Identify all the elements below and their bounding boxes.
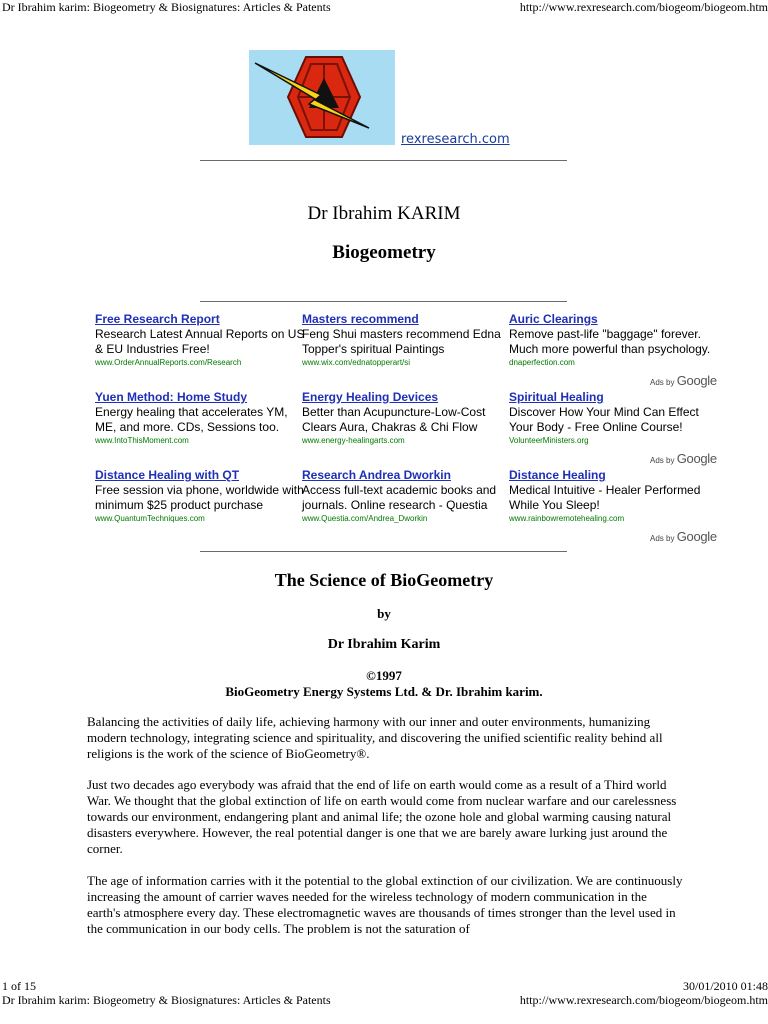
- ad-url[interactable]: www.IntoThisMoment.com: [95, 436, 189, 445]
- divider: [200, 551, 567, 552]
- google-logo-text: Google: [676, 451, 717, 466]
- divider: [200, 301, 567, 302]
- ad-text: Discover How Your Mind Can Effect Your Body - Free Online Course!: [509, 405, 699, 434]
- logo-site-link[interactable]: rexresearch.com: [401, 132, 510, 147]
- google-logo-text: Google: [676, 529, 717, 544]
- ad-headline-link[interactable]: Distance Healing with QT: [95, 468, 240, 482]
- ads-by-google[interactable]: [650, 451, 717, 466]
- ad-unit[interactable]: [302, 312, 517, 368]
- article-paragraph: The age of information carries with it the potential to the global extinction of our civilization. We are continuously increasing the amount of carrier waves needed for the wireless technology of modern communication in the earth's atmosphere every day. These electromagnetic waves are thousands of times stronger than the level used in the communication in our body cells. The problem is not the saturation of: [87, 873, 683, 935]
- article-paragraph: Just two decades ago everybody was afraid that the end of life on earth would come as a result of a Third world War. We thought that the global extinction of life on earth would come from nuclear warfare and our carelessness towards our environment, endangering plant and animal life; the ozone hole and global warming causing natural disasters everywhere. However, the real potential danger is one that we are barely aware lurking just around the corner.: [87, 777, 677, 856]
- ad-headline-link[interactable]: Free Research Report: [95, 312, 220, 326]
- ad-headline-link[interactable]: Energy Healing Devices: [302, 390, 439, 404]
- ad-text: Free session via phone, worldwide with minimum $25 product purchase: [95, 483, 304, 512]
- ad-url[interactable]: www.rainbowremotehealing.com: [509, 514, 625, 523]
- ad-unit[interactable]: [95, 468, 310, 524]
- divider: [200, 160, 567, 161]
- hexagon-lightning-logo-icon: [249, 50, 395, 145]
- ad-headline-link[interactable]: Yuen Method: Home Study: [95, 390, 248, 404]
- print-datetime: 30/01/2010 01:48: [682, 979, 768, 993]
- ad-text: Medical Intuitive - Healer Performed While You Sleep!: [509, 483, 701, 512]
- ad-text: Better than Acupuncture-Low-Cost Clears Aura, Chakras & Chi Flow: [302, 405, 486, 434]
- person-name-heading: Dr Ibrahim KARIM: [307, 203, 461, 224]
- print-header-next-page: [0, 993, 768, 1007]
- ad-unit[interactable]: [509, 390, 714, 446]
- ad-unit[interactable]: [95, 312, 310, 368]
- ad-unit[interactable]: [509, 312, 714, 368]
- subject-heading: Biogeometry: [332, 242, 436, 263]
- page-url: http://www.rexresearch.com/biogeom/biogeom.htm: [519, 0, 768, 14]
- ad-url[interactable]: www.Questia.com/Andrea_Dworkin: [302, 514, 428, 523]
- ad-unit[interactable]: [509, 468, 714, 524]
- ad-unit[interactable]: [302, 468, 517, 524]
- article-title: The Science of BioGeometry: [274, 570, 494, 590]
- ad-text: Remove past-life "baggage" forever. Much more powerful than psychology.: [509, 327, 711, 356]
- copyright-holder: BioGeometry Energy Systems Ltd. & Dr. Ibrahim karim.: [225, 684, 543, 699]
- ad-headline-link[interactable]: Auric Clearings: [509, 312, 598, 326]
- ad-unit[interactable]: [302, 390, 517, 446]
- article-paragraph: Balancing the activities of daily life, achieving harmony with our inner and outer environments, humanizing modern technology, integrating science and spirituality, and discovering the unified scientific reality behind all religions is the work of the science of BioGeometry®.: [87, 714, 663, 761]
- ad-headline-link[interactable]: Research Andrea Dworkin: [302, 468, 451, 482]
- ad-url[interactable]: www.wix.com/ednatopperart/si: [302, 358, 411, 367]
- copyright-year: ©1997: [366, 668, 402, 683]
- ads-by-google[interactable]: [650, 373, 717, 388]
- ad-headline-link[interactable]: Spiritual Healing: [509, 390, 604, 404]
- print-footer: [0, 979, 768, 993]
- ad-url[interactable]: www.energy-healingarts.com: [302, 436, 405, 445]
- ads-by-label: Ads by: [650, 378, 675, 387]
- page-title: Dr Ibrahim karim: Biogeometry & Biosignatures: Articles & Patents: [2, 993, 331, 1007]
- ad-url[interactable]: dnaperfection.com: [509, 358, 575, 367]
- ad-text: Feng Shui masters recommend Edna Topper's spiritual Paintings: [302, 327, 501, 356]
- ads-by-label: Ads by: [650, 456, 675, 465]
- ad-url[interactable]: www.QuantumTechniques.com: [95, 514, 205, 523]
- print-header: [0, 0, 768, 14]
- rexresearch-logo[interactable]: [249, 50, 395, 145]
- ad-headline-link[interactable]: Distance Healing: [509, 468, 606, 482]
- byline-label: by: [377, 606, 391, 621]
- ad-unit[interactable]: [95, 390, 310, 446]
- ads-by-google[interactable]: [650, 529, 717, 544]
- page-url: http://www.rexresearch.com/biogeom/biogeom.htm: [519, 993, 768, 1007]
- article-author: Dr Ibrahim Karim: [327, 637, 441, 652]
- ad-url[interactable]: www.OrderAnnualReports.com/Research: [95, 358, 242, 367]
- page-title: Dr Ibrahim karim: Biogeometry & Biosignatures: Articles & Patents: [2, 0, 331, 14]
- google-logo-text: Google: [676, 373, 717, 388]
- page-counter: 1 of 15: [2, 979, 36, 993]
- ad-text: Research Latest Annual Reports on US & EU Industries Free!: [95, 327, 305, 356]
- ad-headline-link[interactable]: Masters recommend: [302, 312, 419, 326]
- ad-url[interactable]: VolunteerMinisters.org: [509, 436, 589, 445]
- ad-text: Energy healing that accelerates YM, ME, and more. CDs, Sessions too.: [95, 405, 288, 434]
- ad-text: Access full-text academic books and journals. Online research - Questia: [302, 483, 497, 512]
- ads-by-label: Ads by: [650, 534, 675, 543]
